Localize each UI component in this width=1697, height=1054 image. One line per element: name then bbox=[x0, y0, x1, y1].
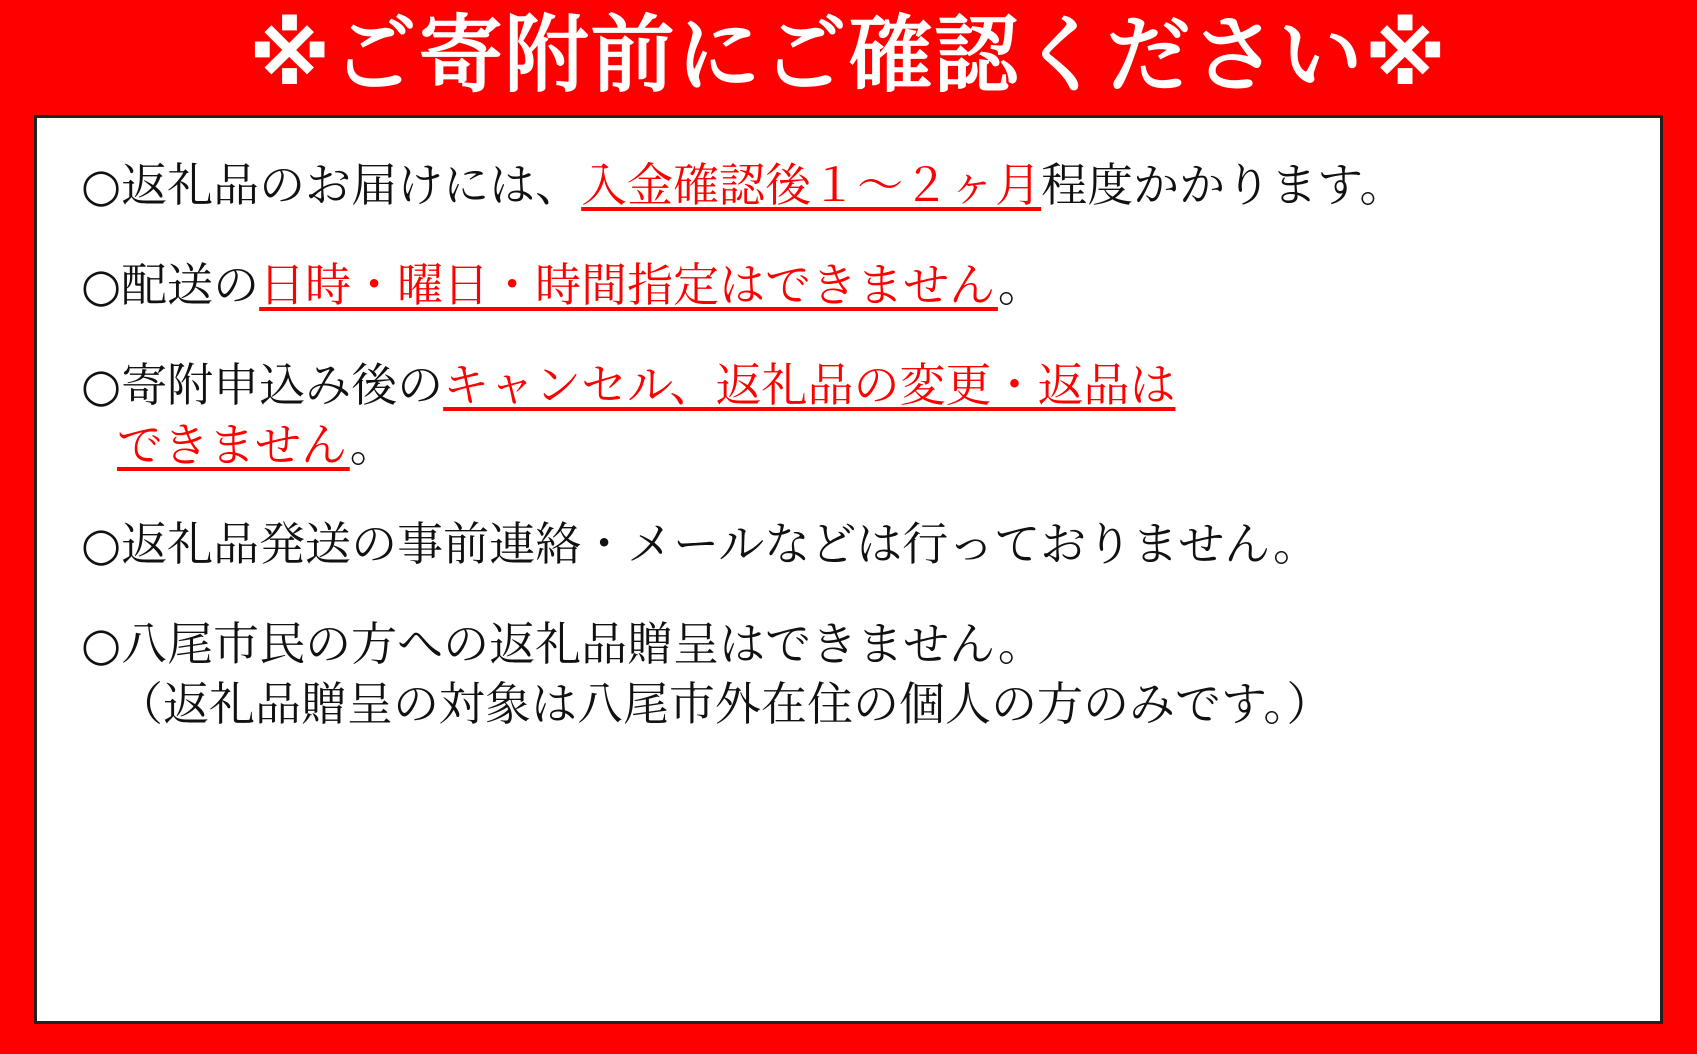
notice-item bbox=[81, 156, 1616, 216]
notice-highlight: キャンセル、返礼品の変更・返品は bbox=[443, 357, 1176, 412]
notice-item bbox=[81, 615, 1616, 735]
notice-highlight: 日時・曜日・時間指定はできません bbox=[259, 257, 998, 312]
notice-highlight: 入金確認後１～２ヶ月 bbox=[581, 158, 1042, 213]
notice-text: （返礼品贈呈の対象は八尾市外在住の個人の方のみです。） bbox=[117, 676, 1333, 731]
notice-bullet: ○ bbox=[81, 517, 122, 572]
notice-highlight: できません bbox=[117, 417, 350, 472]
notice-text: 返礼品のお届けには、 bbox=[121, 158, 582, 213]
notice-item bbox=[81, 515, 1616, 575]
banner-title: ※ご寄附前にご確認ください※ bbox=[248, 6, 1449, 104]
notice-bullet: ○ bbox=[81, 357, 122, 412]
notice-text: 。 bbox=[349, 417, 396, 472]
notice-text: 八尾市民の方への返礼品贈呈はできません。 bbox=[121, 617, 1044, 672]
notice-item bbox=[81, 256, 1616, 316]
notice-text: 。 bbox=[997, 257, 1044, 312]
notice-bullet: ○ bbox=[81, 158, 122, 213]
notice-bullet: ○ bbox=[81, 257, 122, 312]
notice-text: 寄附申込み後の bbox=[121, 357, 444, 412]
notice-text: 程度かかります。 bbox=[1041, 158, 1406, 213]
notice-list bbox=[34, 115, 1663, 1024]
notice-bullet: ○ bbox=[81, 617, 122, 672]
notice-item bbox=[81, 356, 1616, 476]
notice-text: 配送の bbox=[121, 257, 260, 312]
notice-text: 返礼品発送の事前連絡・メールなどは行っておりません。 bbox=[121, 517, 1319, 572]
